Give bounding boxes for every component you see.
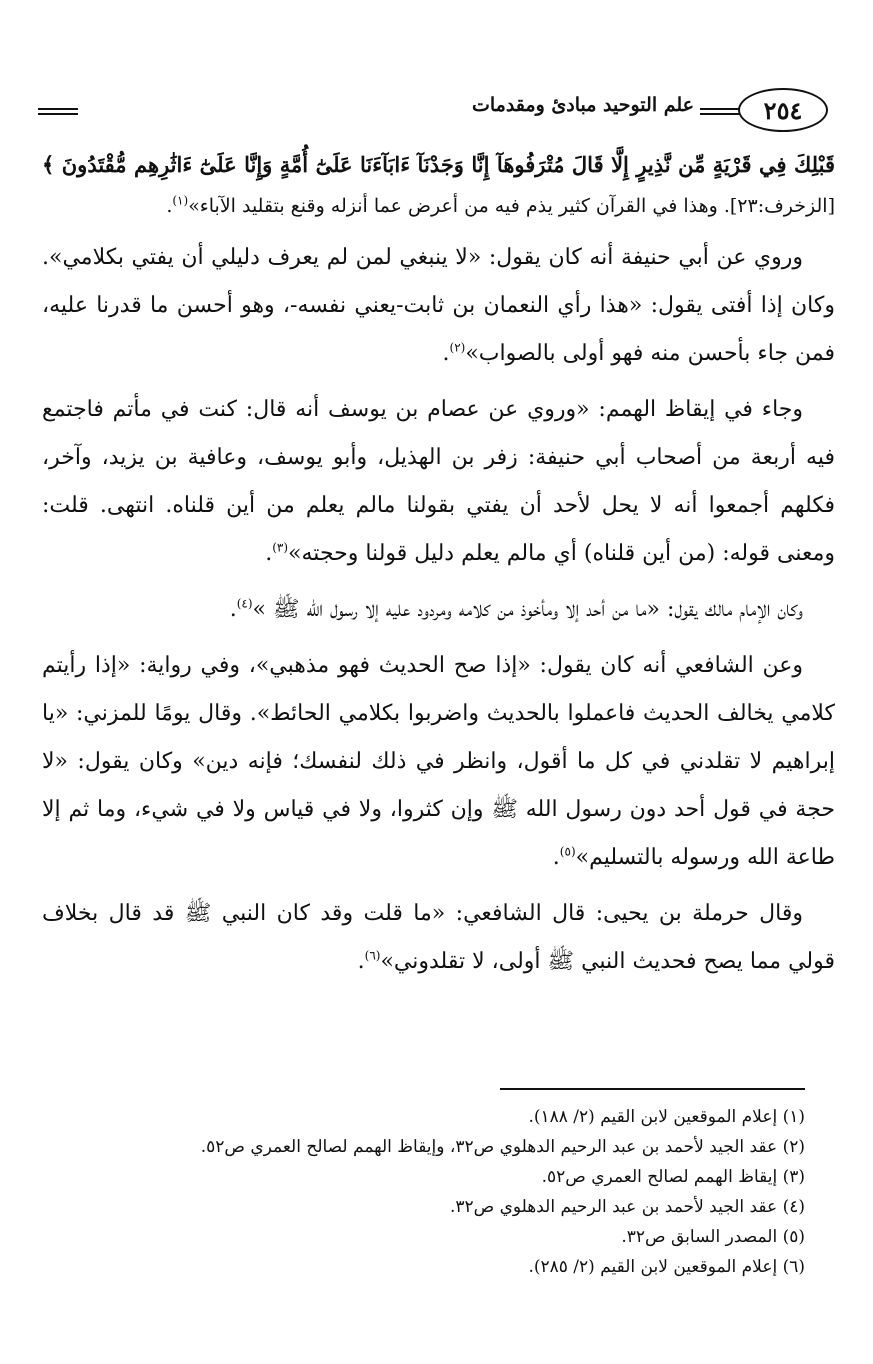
paragraph: وروي عن أبي حنيفة أنه كان يقول: «لا ينبغي لمن لم يعرف دليلي أن يفتي بكلامي». وكان إذا أفتى يقول: «هذا رأي النعمان بن ثابت-يعني نفسه-، وهو أحسن ما قدرنا عليه، فمن جاء بأحسن منه فهو أولى بالصواب»$^{(٢)}$. bbox=[42, 245, 835, 366]
footnotes bbox=[45, 1102, 805, 1282]
page-number: ٢٥٤ bbox=[738, 88, 828, 132]
page-header bbox=[38, 88, 828, 134]
paragraph: وكان الإمام مالك يقول: «ما من أحد إلا ومأخوذ من كلامه ومردود عليه إلا رسول الله ﷺ »$^{(٤)}$. bbox=[229, 596, 803, 622]
running-title: علم التوحيد مبادئ ومقدمات bbox=[466, 94, 700, 116]
page-body bbox=[42, 144, 835, 986]
verse-reference: [الزخرف:٢٣]. وهذا في القرآن كثير يذم فيه من أعرض عما أنزله وقنع بتقليد الآباء»$^{(١)}$. bbox=[166, 193, 835, 217]
footnote-separator bbox=[500, 1088, 805, 1090]
footnote-marker: (١) bbox=[172, 193, 189, 208]
header-rule bbox=[38, 113, 78, 115]
footnote-marker: (٥) bbox=[559, 844, 576, 859]
footnote-marker: (٤) bbox=[236, 596, 253, 611]
footnote-marker: (٢) bbox=[449, 340, 466, 355]
footnote: (٢) عقد الجيد لأحمد بن عبد الرحيم الدهلوي ص٣٢، وإيقاظ الهمم لصالح العمري ص٥٢. bbox=[200, 1137, 805, 1157]
quran-verse: قَبْلِكَ فِي قَرْيَةٍ مِّن نَّذِيرٍ إِلَّا قَالَ مُتْرَفُوهَآ إِنَّا وَجَدْنَآ ءَابَآءَنَا عَلَىٰٓ أُمَّةٍ وَإِنَّا عَلَىٰٓ ءَاثَٰرِهِم مُّقْتَدُونَ ﴾ bbox=[42, 152, 835, 177]
footnote: (٣) إيقاظ الهمم لصالح العمري ص٥٢. bbox=[541, 1167, 805, 1187]
footnote-marker: (٦) bbox=[364, 948, 381, 963]
footnote: (١) إعلام الموقعين لابن القيم (٢/ ١٨٨). bbox=[528, 1107, 805, 1127]
paragraph: وجاء في إيقاظ الهمم: «وروي عن عصام بن يوسف أنه قال: كنت في مأتم فاجتمع فيه أربعة من أصحاب أبي حنيفة: زفر بن الهذيل، وأبو يوسف، وعافية بن يزيد، وآخر، فكلهم أجمعوا أنه لا يحل لأحد أن يفتي بقولنا مالم يعلم من أين قلناه. انتهى. قلت: ومعنى قوله: (من أين قلناه) أي مالم يعلم دليل قولنا وحجته»$^{(٣)}$. bbox=[42, 397, 835, 566]
footnote: (٥) المصدر السابق ص٣٢. bbox=[621, 1227, 805, 1247]
footnote: (٤) عقد الجيد لأحمد بن عبد الرحيم الدهلوي ص٣٢. bbox=[449, 1197, 805, 1217]
footnote-marker: (٣) bbox=[272, 540, 289, 555]
paragraph: وعن الشافعي أنه كان يقول: «إذا صح الحديث فهو مذهبي»، وفي رواية: «إذا رأيتم كلامي يخالف الحديث فاعملوا بالحديث واضربوا بكلامي الحائط». وقال يومًا للمزني: «يا إبراهيم لا تقلدني في كل ما أقول، وانظر في ذلك لنفسك؛ فإنه دين» وكان يقول: «لا حجة في قول أحد دون رسول الله ﷺ وإن كثروا، ولا في قياس ولا في شيء، وما ثم إلا طاعة الله ورسوله بالتسليم»$^{(٥)}$. bbox=[42, 653, 835, 870]
paragraph: وقال حرملة بن يحيى: قال الشافعي: «ما قلت وقد كان النبي ﷺ قد قال بخلاف قولي مما يصح فحديث النبي ﷺ أولى، لا تقلدوني»$^{(٦)}$. bbox=[42, 901, 835, 974]
header-rule bbox=[38, 108, 78, 110]
footnote: (٦) إعلام الموقعين لابن القيم (٢/ ٢٨٥). bbox=[528, 1257, 805, 1277]
